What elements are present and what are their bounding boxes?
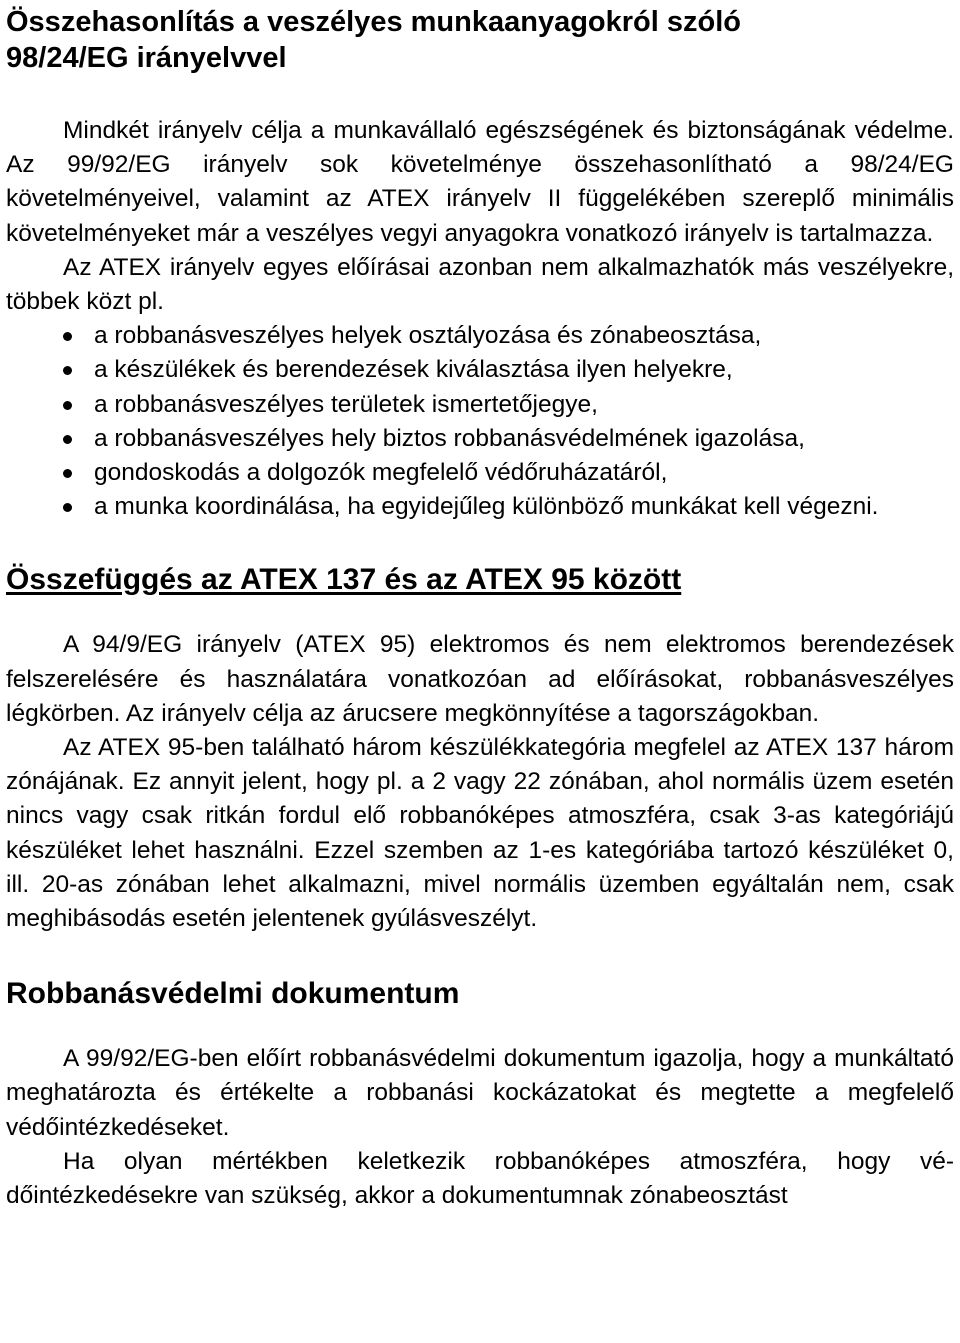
section-title-atex-relation: Összefüggés az ATEX 137 és az ATEX 95 között	[6, 563, 682, 597]
list-item: a munka koordinálása, ha egyidejűleg különböző munkákat kell végezni.	[6, 490, 954, 524]
list-item: a robbanásveszélyes helyek osztályozása és zónabeosztása,	[6, 319, 954, 353]
section-title-comparison	[6, 4, 954, 76]
list-item: a robbanásveszélyes hely biztos robbanásvédelmének igazolása,	[6, 422, 954, 456]
bullet-icon	[63, 401, 72, 410]
list-item: a készülékek és berendezések kiválasztása ilyen helyekre,	[6, 353, 954, 387]
bullet-icon	[63, 332, 72, 341]
paragraph-zoning-requirement: Ha olyan mértékben keletkezik robbanóképes atmoszféra, hogy védőintézkedésekre van szükség, akkor a dokumentumnak zónabeosztást	[6, 1147, 954, 1210]
section-title-explosion-document: Robbanásvédelmi dokumentum	[6, 977, 460, 1011]
paragraph-device-categories: Az ATEX 95-ben található három készülékkategória megfelel az ATEX 137 három zónájának. Ez annyit jelent, hogy pl. a 2 vagy 22 zónában, ahol normális üzem esetén nincs vagy csak ritkán fordul elő robbanóképes atmoszféra, csak 3-as kategóriájú készüléket lehet használni. Ezzel szemben az 1-es kategóriába tartozó készüléket 0, ill. 20-as zónában lehet alkalmazni, mivel normális üzemben egyáltalán nem, csak meghibásodás esetén jelentenek gyúlásveszélyt.	[6, 734, 954, 933]
bullet-icon	[63, 366, 72, 375]
document-page	[6, 0, 954, 1213]
paragraph-atex95-purpose: A 94/9/EG irányelv (ATEX 95) elektromos és nem elektromos berendezések felszerelésére és használatára vonatkozóan ad előírásokat, robbanásveszélyes légkörben. Az irányelv célja az árucsere megkönnyítése a tagországokban.	[6, 631, 954, 727]
paragraph-directive-goals: Mindkét irányelv célja a munkavállaló egészségének és biztonságának védelme. Az 99/92/EG irányelv sok követelménye összehasonlítható a 98/24/EG követelményeivel, valamint az ATEX irányelv II függelékében szereplő minimális követelményeket már a veszélyes vegyi anyagokra vonatkozó irányelv is tartalmazza.	[6, 117, 954, 247]
title-line-1: Összehasonlítás a veszélyes munkaanyagokról szóló	[6, 6, 741, 38]
bullet-icon	[63, 435, 72, 444]
paragraph-document-purpose: A 99/92/EG-ben előírt robbanásvédelmi dokumentum igazolja, hogy a munkáltató meghatározta és értékelte a robbanási kockázatokat és megtette a megfelelő védőintézkedéseket.	[6, 1045, 954, 1141]
title-line-2: 98/24/EG irányelvvel	[6, 42, 287, 74]
exceptions-list	[6, 319, 954, 524]
paragraph-atex-exceptions: Az ATEX irányelv egyes előírásai azonban nem alkalmazhatók más veszélyekre, többek közt pl.	[6, 253, 954, 316]
list-item: a robbanásveszélyes területek ismertetőjegye,	[6, 388, 954, 422]
list-item: gondoskodás a dolgozók megfelelő védőruházatáról,	[6, 456, 954, 490]
bullet-icon	[63, 503, 72, 512]
bullet-icon	[63, 469, 72, 478]
